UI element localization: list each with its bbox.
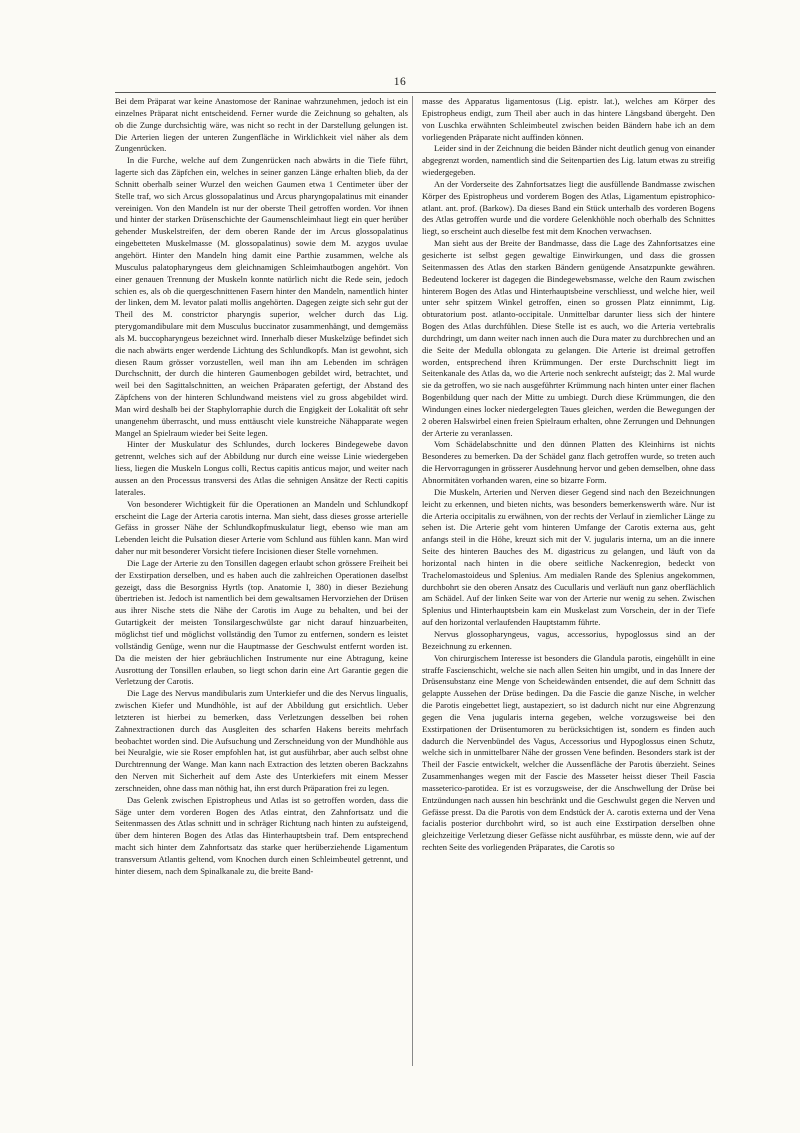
right-text-column (422, 96, 715, 1076)
paragraph: Die Muskeln, Arterien und Nerven dieser Gegend sind nach den Bezeichnungen leicht zu erkennen, und bieten nichts, was besonders bemerkenswerth wäre. Nur ist die Arteria occipitalis zu erwähnen, von der rechts der Verlauf in ziemlicher Länge zu sehen ist. Die Arterie geht vom hinteren Umfange der Carotis externa aus, geht anfangs steil in die Höhe, kreuzt sich mit der V. jugularis interna, um an die innere Seite des hinteren Bauches des M. digastricus zu gelangen, und läuft von da horizontal nach hinten in die obere seitliche Nackenregion, bedeckt von Trachelomastoideus und Splenius. Am medialen Rande des Splenius angekommen, durchbohrt sie den oberen Ansatz des Cucullaris und verläuft nun ganz oberflächlich am Schädel. Auf der linken Seite war von der Arterie nur wenig zu sehen. Zwischen Splenius und Hinterhauptsbein kam ein Muskelast zum Vorschein, der in der Tiefe auf den horizontal verlaufenden Hauptstamm führte. (422, 486, 715, 628)
paragraph: Man sieht aus der Breite der Bandmasse, dass die Lage des Zahnfortsatzes eine gesicherte ist selbst gegen gewaltige Einwirkungen, und dass die grossen Seitenmassen des Atlas den starken Bändern genügende Ansatzpunkte gewähren. Bedeutend lockerer ist dagegen die Bindegewebsmasse, welche den Raum zwischen hinterem Bogen des Atlas und Hinterhauptsbeine verschliesst, und welche hier, weil unter sehr spitzem Winkel getroffen, einen so grossen Platz einnimmt, Lig. obturatorium post. atlanto-occipitale. Unmittelbar darunter liess sich der hintere Bogen des Atlas durchfühlen. Diese Stelle ist es auch, wo die Arteria vertebralis durchdringt, um dann weiter nach innen auch die Dura mater zu durchbrechen und an die Seite der Medulla oblongata zu gelangen. Die Arterie ist dreimal getroffen worden, entsprechend ihren Krümmungen. Der erste Durchschnitt liegt im Seitenkanale des Atlas da, wo die Arterie noch senkrecht aufsteigt; das 2. Mal wurde sie da getroffen, wo sie nach ausgeführter Krümmung nach hinten unter einer flachen Bogenbildung quer nach der Mitte zu umbiegt. Durch diese Krümmungen, die den Windungen eines locker niedergelegten Taues gleichen, werden die Bewegungen der 2 oberen Halswirbel einen freien Spielraum erhalten, ohne Zerrungen und Dehnungen der Arterie zu veranlassen. (422, 238, 715, 438)
paragraph: Vom Schädelabschnitte und den dünnen Platten des Kleinhirns ist nichts Besonderes zu bemerken. Da der Schädel ganz flach getroffen wurde, so treten auch die Hervorragungen in grösserer Ausdehnung hervor und geben demselben, ohne dass Abnormitäten vorhanden waren, eine so bizarre Form. (422, 439, 715, 485)
paragraph: Leider sind in der Zeichnung die beiden Bänder nicht deutlich genug von einander abgegrenzt worden, namentlich sind die Seitenpartien des Lig. latum etwas zu streifig wiedergegeben. (422, 143, 715, 178)
header-rule (115, 92, 716, 93)
paragraph: Hinter der Muskulatur des Schlundes, durch lockeres Bindegewebe davon getrennt, welches sich auf der Abbildung nur durch eine weisse Linie wiedergeben liess, liegen die Muskeln Longus colli, Rectus capitis anticus major, und weiter nach aussen an den Processus transversi des Atlas die sehnigen Ansätze der Recti capitis laterales. (115, 439, 408, 497)
column-divider (412, 96, 413, 1066)
paragraph: Das Gelenk zwischen Epistropheus und Atlas ist so getroffen worden, dass die Säge unter dem vorderen Bogen des Atlas eintrat, den Zahnfortsatz und die Seitenmassen des Atlas schnitt und in schräger Richtung nach hinten zu aufsteigend, über dem hinteren Bogen des Atlas das Hinterhauptsbein traf. Dem entsprechend macht sich hinter dem Zahnfortsatz das starke quer herüberziehende Ligamentum transversum Atlantis geltend, vom Knochen durch einen Schleimbeutel getrennt, und hinter diesem, nach dem Spinalkanale zu, die breite Band- (115, 794, 408, 876)
paragraph: In die Furche, welche auf dem Zungenrücken nach abwärts in die Tiefe führt, lagerte sich das Zäpfchen ein, welches in seiner ganzen Länge erhalten blieb, da der Schnitt oberhalb seiner Wurzel den weichen Gaumen etwa 1 Centimeter über der Stelle traf, wo sich Arcus glossopalatinus und Arcus pharyngopalatinus mit einander vereinigen. Von den Mandeln ist nur der oberste Theil getroffen worden. Vor ihnen und hinter der starken Drüsenschichte der Gaumenschleimhaut liegt ein quer herüber gehender Muskelstreifen, der dem oberen Rande der im Arcus glossopalatinus eingebetteten Muskelmasse (M. glossopalatinus) sowie dem M. azygos uvulae angehört. Hinter den Mandeln hing damit eine Parthie zusammen, welche als Musculus palatopharyngeus dem gleichnamigen Schleimhautbogen angehört. Von einer genauen Trennung der Muskeln konnte natürlich nicht die Rede sein, jedoch schien es, als ob die quergeschnittenen Fasern hinter den Mandeln, namentlich hinter der linken, dem M. levator palati mollis angehörten. Dagegen zeigte sich sehr gut der Theil des M. constrictor pharyngis superior, welcher durch das Lig. pterygomandibulare mit dem Musculus buccinator zusammenhängt, und demgemäss als M. buccopharyngeus bezeichnet wird. Innerhalb dieser Muskelzüge befindet sich die nach abwärts enger werdende Lichtung des Schlundkopfs. Man ist gewohnt, sich diesen Raum grösser vorzustellen, weil man ihn am Lebenden im schrägen Durchschnitt, der durch die hinteren Gaumenbogen gebildet wird, betrachtet, und weil bei den Sagittalschnitten, an weichen Präparaten gefertigt, der Abstand des Zäpfchens von der hinteren Schlundwand meistens viel zu gross abgebildet wird. Man wird deshalb bei der Staphylorraphie durch die Engigkeit der Lokalität oft sehr unangenehm überrascht, und muss enttäuscht viele kunstreiche Nähapparate wegen Mangel an Spielraum wieder bei Seite legen. (115, 155, 408, 438)
paragraph: Die Lage des Nervus mandibularis zum Unterkiefer und die des Nervus lingualis, zwischen Kiefer und Mundhöhle, ist auf der Abbildung gut ersichtlich. Ueber letzteren ist hierbei zu bemerken, dass Verletzungen desselben bei rohen Zahnextractionen durch das Ausgleiten des scharfen Hakens bereits mehrfach beobachtet worden sind. Die Aufsuchung und Zerschneidung von der Mundhöhle aus bei Neuralgie, wie sie Roser empfohlen hat, ist gut ausführbar, aber auch selbst ohne Durchtrennung der Wange. Man kann nach Extraction des letzten oberen Backzahns den Nerven mit Sicherheit auf dem Aste des Unterkiefers mit einem Messer zerschneiden, ohne dass man nöthig hat, ihn erst durch Präparation frei zu legen. (115, 688, 408, 793)
paragraph: Nervus glossopharyngeus, vagus, accessorius, hypoglossus sind an der Bezeichnung zu erkennen. (422, 628, 715, 651)
paragraph: Die Lage der Arterie zu den Tonsillen dagegen erlaubt schon grössere Freiheit bei der Exstirpation derselben, und es haben auch die zahlreichen Operationen daselbst gezeigt, dass die Besorgniss Hyrtls (top. Anatomie I, 380) in dieser Beziehung übertrieben ist. Jedoch ist namentlich bei dem gewaltsamen Hervorziehen der Drüsen aus ihrer Nische stets die Nähe der Carotis im Auge zu behalten, und bei der Gutartigkeit der meisten Tonsilargeschwülste gar nicht darauf hinzuarbeiten, möglichst tief und möglichst vollständig den Tumor zu entfernen, sondern es leistet vollständig Genüge, wenn nur die Hauptmasse der Geschwulst entfernt worden ist. Da die meisten der hier gebräuchlichen Instrumente nur eine Abtragung, keine Ausrottung der Tonsillen erlauben, so liegt schon darin eine Art Garantie gegen die Verletzung der Carotis. (115, 557, 408, 687)
left-text-column (115, 96, 408, 1076)
paragraph: Bei dem Präparat war keine Anastomose der Raninae wahrzunehmen, jedoch ist ein einzelnes Präparat nicht entscheidend. Ferner wurde die Zeichnung so gehalten, als ob die Zunge durchsichtig wäre, was nicht so recht in der Darstellung gelungen ist. Die Arterien liegen der unteren Zungenfläche in Wirklichkeit viel näher als dem Zungenrücken. (115, 96, 408, 154)
paragraph: Von chirurgischem Interesse ist besonders die Glandula parotis, eingehüllt in eine straffe Fascienschicht, welche sie nach allen Seiten hin umgibt, und in das Innere der Drüsensubstanz eine Menge von Scheidewänden entsendet, die auf dem Schnitt das gelappte Aussehen der Drüse bedingen. Da die Fascie die ganze Nische, in welcher die Parotis eingebettet liegt, austapeziert, so ist dadurch nicht nur eine Abgrenzung gegen die Vena jugularis interna gegeben, welche vorzugsweise bei den Exstirpationen der Drüsentumoren zu berücksichtigen ist, sondern es finden auch dadurch die Nervenbündel des Vagus, Accessorius und Hypoglossus einen Schutz, welche sich in unmittelbarer Nähe der grossen Vene befinden. Besonders stark ist der Theil der Fascie entwickelt, welcher die Aussenfläche der Parotis überzieht. Seines Zusammenhanges wegen mit der Fascie des Masseter heisst dieser Theil Fascia masseterico-parotidea. Er ist es vorzugsweise, der die Anschwellung der Drüse bei Entzündungen nach aussen hin beschränkt und die Geschwulst gegen die Nerven und Gefässe presst. Da die Parotis von dem Endstück der A. carotis externa und der Vena facialis posterior durchbohrt wird, so ist auch eine Exstirpation derselben ohne gleichzeitige Verletzung dieser Gefässe nicht ausführbar, es müsste denn, wie auf der rechten Seite des vorliegenden Präparates, die Carotis so (422, 652, 715, 853)
paragraph: An der Vorderseite des Zahnfortsatzes liegt die ausfüllende Bandmasse zwischen Körper des Epistropheus und vorderem Bogen des Atlas, Ligamentum epistrophico-atlant. ant. prof. (Barkow). Da dieses Band ein Stück unterhalb des vorderen Bogens des Atlas getroffen wurde und die vordere Gelenkhöhle noch oberhalb des Schnittes liegt, so erscheint auch dieselbe fest mit dem Knochen verwachsen. (422, 178, 715, 237)
page-number: 16 (393, 76, 407, 88)
paragraph: masse des Apparatus ligamentosus (Lig. epistr. lat.), welches am Körper des Epistropheus endigt, zum Theil aber auch in das hintere Längsband übergeht. Den von Luschka erwähnten Schleimbeutel zwischen beiden Bändern habe ich an dem vorliegenden Präparate nicht auffinden können. (422, 96, 715, 142)
paragraph: Von besonderer Wichtigkeit für die Operationen an Mandeln und Schlundkopf erscheint die Lage der Arteria carotis interna. Man sieht, dass dieses grosse arterielle Gefäss in grosser Nähe der Schlundkopfmuskulatur liegt, ebenso wie man am Lebenden leicht die Pulsation dieser Arterie vom Schlund aus fühlen kann. Man wird daher nur mit besonderer Vorsicht tiefere Incisionen dieser Stelle vornehmen. (115, 498, 408, 557)
